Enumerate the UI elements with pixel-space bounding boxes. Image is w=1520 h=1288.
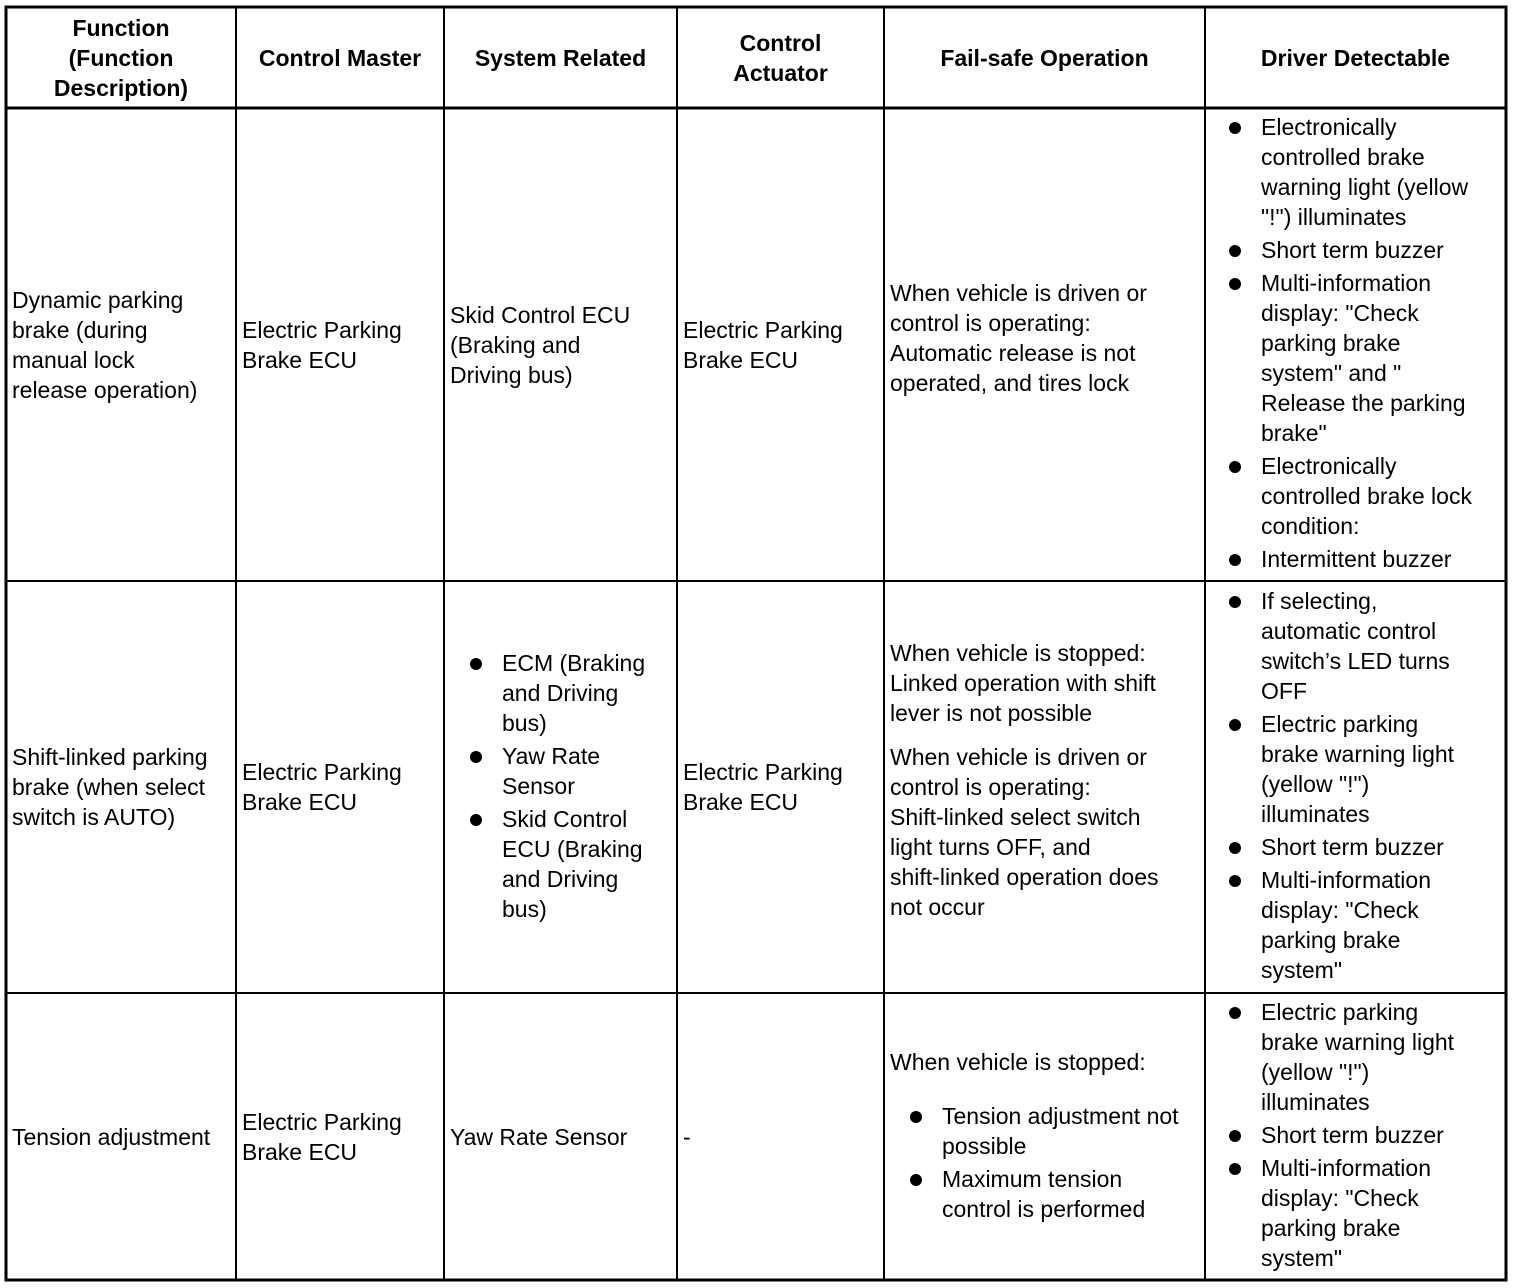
- driver-detectable-list-text: [1261, 268, 1502, 448]
- fail-safe-list-text: [942, 1164, 1201, 1224]
- bullet-icon: [1229, 1007, 1241, 1019]
- driver-detectable-list-text: [1261, 1153, 1502, 1273]
- fail-safe-line: operated, and tires lock: [890, 369, 1130, 396]
- system-related-list-line: Yaw Rate: [502, 742, 601, 769]
- driver-detectable-list-line: Intermittent buzzer: [1261, 546, 1452, 572]
- driver-detectable-list-line: brake": [1261, 420, 1327, 446]
- system-related-list-line: bus): [502, 895, 547, 922]
- header-driver-detectable-line: Driver Detectable: [1260, 44, 1451, 71]
- fail-safe-line: not occur: [890, 894, 985, 920]
- driver-detectable-list-line: condition:: [1261, 513, 1360, 539]
- control-master-cell: [242, 108, 440, 581]
- control-master-cell: [242, 581, 440, 993]
- driver-detectable-list: [1227, 586, 1502, 988]
- driver-detectable-list-item: [1227, 1153, 1502, 1273]
- driver-detectable-list-line: Release the parking: [1261, 390, 1466, 416]
- driver-detectable-list-line: display: "Check: [1261, 1185, 1419, 1211]
- system-related-cell-line: Driving bus): [450, 361, 573, 388]
- fail-safe-list: [908, 1101, 1201, 1227]
- fail-safe-line: control is operating:: [890, 309, 1091, 336]
- driver-detectable-list-item: [1227, 586, 1502, 706]
- driver-detectable-list-line: Electronically: [1261, 114, 1397, 140]
- driver-detectable-list-line: controlled brake lock: [1261, 483, 1472, 509]
- bullet-icon: [910, 1111, 922, 1123]
- fail-safe-paragraph: [890, 1047, 1201, 1077]
- fail-safe-line: When vehicle is stopped:: [890, 1048, 1146, 1075]
- system-related-cell-line: Yaw Rate Sensor: [450, 1123, 628, 1150]
- control-actuator-cell: [683, 993, 880, 1280]
- driver-detectable-list-line: brake warning light: [1261, 741, 1455, 767]
- driver-detectable-list-line: display: "Check: [1261, 300, 1419, 326]
- bullet-icon: [1229, 719, 1241, 731]
- fail-safe-list-line: control is performed: [942, 1195, 1146, 1222]
- function-cell-line: brake (during: [12, 316, 148, 343]
- driver-detectable-list-item: [1227, 997, 1502, 1117]
- fail-safe-cell: [890, 993, 1201, 1280]
- system-related-list-item: [468, 648, 673, 738]
- function-cell-line: brake (when select: [12, 774, 206, 800]
- system-related-list: [468, 648, 673, 927]
- driver-detectable-list-line: Short term buzzer: [1261, 834, 1444, 860]
- function-cell-line: release operation): [12, 376, 198, 403]
- driver-detectable-list-line: switch’s LED turns: [1261, 648, 1450, 674]
- driver-detectable-list-item: [1227, 544, 1502, 574]
- control-master-cell-line: Electric Parking: [242, 316, 402, 343]
- system-related-cell-line: (Braking and: [450, 331, 581, 358]
- system-related-cell-line: Skid Control ECU: [450, 301, 631, 328]
- driver-detectable-list: [1227, 112, 1502, 577]
- bullet-icon: [1229, 122, 1241, 134]
- driver-detectable-list-line: illuminates: [1261, 1089, 1370, 1115]
- bullet-icon: [1229, 596, 1241, 608]
- control-master-cell-line: Electric Parking: [242, 759, 402, 785]
- system-related-list-line: and Driving: [502, 679, 619, 706]
- fail-safe-paragraph: [890, 278, 1201, 398]
- system-related-list-line: Skid Control: [502, 805, 628, 832]
- driver-detectable-list-line: system": [1261, 957, 1343, 983]
- fail-safe-line: When vehicle is driven or: [890, 279, 1147, 306]
- fail-safe-line: When vehicle is stopped:: [890, 640, 1146, 666]
- system-related-cell: [450, 108, 673, 581]
- header-function-line: Description): [53, 74, 189, 101]
- fail-safe-line: Shift-linked select switch: [890, 804, 1141, 830]
- bullet-icon: [470, 814, 482, 826]
- system-related-list-text: [502, 804, 673, 924]
- fail-safe-paragraph: [890, 638, 1201, 728]
- fail-safe-list-line: possible: [942, 1132, 1027, 1159]
- driver-detectable-list-item: [1227, 235, 1502, 265]
- bullet-icon: [1229, 1163, 1241, 1175]
- driver-detectable-list-item: [1227, 451, 1502, 541]
- control-actuator-cell-line: Electric Parking: [683, 316, 843, 343]
- driver-detectable-list-line: Multi-information: [1261, 867, 1431, 893]
- driver-detectable-list-item: [1227, 1120, 1502, 1150]
- bullet-icon: [470, 751, 482, 763]
- control-actuator-cell-line: Brake ECU: [683, 789, 799, 815]
- driver-detectable-list-text: [1261, 544, 1502, 574]
- driver-detectable-list-item: [1227, 709, 1502, 829]
- function-cell: [12, 108, 232, 581]
- control-master-cell-line: Electric Parking: [242, 1108, 402, 1135]
- driver-detectable-list-line: Short term buzzer: [1261, 237, 1444, 263]
- fail-safe-list-item: [908, 1101, 1201, 1161]
- driver-detectable-list-line: Electric parking: [1261, 711, 1419, 737]
- driver-detectable-list-line: system" and ": [1261, 360, 1402, 386]
- header-function-line: (Function: [68, 44, 174, 71]
- system-related-list-text: [502, 648, 673, 738]
- header-system-related-line: System Related: [474, 44, 647, 71]
- header-function-line: Function: [72, 14, 170, 41]
- driver-detectable-list-line: (yellow "!"): [1261, 771, 1370, 797]
- control-actuator-cell: [683, 581, 880, 993]
- driver-detectable-list-line: parking brake: [1261, 330, 1401, 356]
- fail-safe-line: light turns OFF, and: [890, 834, 1091, 860]
- bullet-icon: [1229, 875, 1241, 887]
- driver-detectable-list-text: [1261, 586, 1502, 706]
- system-related-list-line: ECU (Braking: [502, 835, 643, 862]
- fail-safe-line: lever is not possible: [890, 700, 1092, 726]
- system-related-cell: [450, 993, 673, 1280]
- driver-detectable-list-line: Electronically: [1261, 453, 1397, 479]
- bullet-icon: [1229, 461, 1241, 473]
- system-related-list-item: [468, 804, 673, 924]
- driver-detectable-list-line: OFF: [1261, 678, 1307, 704]
- fail-safe-cell: [890, 581, 1201, 993]
- driver-detectable-list-text: [1261, 832, 1502, 862]
- driver-detectable-list-item: [1227, 268, 1502, 448]
- bullet-icon: [910, 1174, 922, 1186]
- fail-safe-list-line: Maximum tension: [942, 1165, 1123, 1192]
- driver-detectable-list-line: Multi-information: [1261, 270, 1431, 296]
- header-fail-safe: [888, 7, 1201, 108]
- system-related-list-item: [468, 741, 673, 801]
- system-related-list-line: ECM (Braking: [502, 649, 646, 676]
- bullet-icon: [1229, 245, 1241, 257]
- header-fail-safe-line: Fail-safe Operation: [940, 44, 1149, 71]
- fail-safe-line: When vehicle is driven or: [890, 744, 1147, 770]
- bullet-icon: [1229, 842, 1241, 854]
- driver-detectable-list-line: If selecting,: [1261, 588, 1378, 614]
- driver-detectable-list-item: [1227, 832, 1502, 862]
- control-master-cell-line: Brake ECU: [242, 346, 358, 373]
- driver-detectable-list-line: (yellow "!"): [1261, 1059, 1370, 1085]
- bullet-icon: [1229, 554, 1241, 566]
- driver-detectable-list-line: parking brake: [1261, 927, 1401, 953]
- control-actuator-cell-line: -: [683, 1123, 691, 1150]
- driver-detectable-list-line: Electric parking: [1261, 999, 1419, 1025]
- driver-detectable-list-text: [1261, 235, 1502, 265]
- function-cell-line: manual lock: [12, 346, 135, 373]
- driver-detectable-list-line: Short term buzzer: [1261, 1122, 1444, 1148]
- header-control-master: [240, 7, 440, 108]
- driver-detectable-list-item: [1227, 112, 1502, 232]
- function-cell-line: Dynamic parking: [12, 286, 184, 313]
- fail-safe-list-item: [908, 1164, 1201, 1224]
- control-actuator-cell: [683, 108, 880, 581]
- system-related-list-line: Sensor: [502, 772, 575, 799]
- fail-safe-line: Linked operation with shift: [890, 670, 1156, 696]
- driver-detectable-list-line: display: "Check: [1261, 897, 1419, 923]
- driver-detectable-list-line: automatic control: [1261, 618, 1437, 644]
- bullet-icon: [470, 658, 482, 670]
- system-related-list-text: [502, 741, 673, 801]
- header-function: [10, 7, 232, 108]
- function-cell: [12, 581, 232, 993]
- fail-safe-cell: [890, 108, 1201, 581]
- system-related-cell: [468, 581, 673, 993]
- function-cell-line: Shift-linked parking: [12, 744, 208, 770]
- driver-detectable-list-item: [1227, 865, 1502, 985]
- system-related-list-line: and Driving: [502, 865, 619, 892]
- driver-detectable-list-text: [1261, 451, 1502, 541]
- driver-detectable-list: [1227, 997, 1502, 1276]
- function-cell-line: switch is AUTO): [12, 804, 176, 830]
- driver-detectable-list-line: Multi-information: [1261, 1155, 1431, 1181]
- system-related-list-line: bus): [502, 709, 547, 736]
- driver-detectable-list-text: [1261, 112, 1502, 232]
- driver-detectable-list-text: [1261, 865, 1502, 985]
- function-cell: [12, 993, 232, 1280]
- control-master-cell: [242, 993, 440, 1280]
- bullet-icon: [1229, 1130, 1241, 1142]
- driver-detectable-list-line: illuminates: [1261, 801, 1370, 827]
- fail-safe-line: Automatic release is not: [890, 339, 1136, 366]
- header-control-actuator-line: Actuator: [733, 59, 828, 86]
- driver-detectable-list-line: system": [1261, 1245, 1343, 1271]
- driver-detectable-cell: [1227, 581, 1502, 993]
- control-master-cell-line: Brake ECU: [242, 1138, 358, 1165]
- fail-safe-line: control is operating:: [890, 774, 1091, 800]
- header-driver-detectable: [1209, 7, 1502, 108]
- driver-detectable-list-line: parking brake: [1261, 1215, 1401, 1241]
- driver-detectable-list-text: [1261, 709, 1502, 829]
- driver-detectable-list-line: brake warning light: [1261, 1029, 1455, 1055]
- fail-safe-line: shift-linked operation does: [890, 864, 1159, 890]
- driver-detectable-list-line: warning light (yellow: [1261, 174, 1469, 200]
- driver-detectable-list-text: [1261, 997, 1502, 1117]
- control-actuator-cell-line: Brake ECU: [683, 346, 799, 373]
- bullet-icon: [1229, 278, 1241, 290]
- driver-detectable-list-text: [1261, 1120, 1502, 1150]
- fail-safe-list-text: [942, 1101, 1201, 1161]
- header-system-related: [448, 7, 673, 108]
- driver-detectable-cell: [1227, 993, 1502, 1280]
- header-control-master-line: Control Master: [258, 44, 422, 71]
- control-actuator-cell-line: Electric Parking: [683, 759, 843, 785]
- fail-safe-paragraph: [890, 742, 1201, 922]
- driver-detectable-list-line: "!") illuminates: [1261, 204, 1407, 230]
- driver-detectable-list-line: controlled brake: [1261, 144, 1425, 170]
- header-control-actuator: [681, 7, 880, 108]
- fail-safe-list-line: Tension adjustment not: [942, 1102, 1179, 1129]
- driver-detectable-cell: [1227, 108, 1502, 581]
- function-cell-line: Tension adjustment: [12, 1123, 211, 1150]
- header-control-actuator-line: Control: [739, 29, 822, 56]
- control-master-cell-line: Brake ECU: [242, 789, 358, 815]
